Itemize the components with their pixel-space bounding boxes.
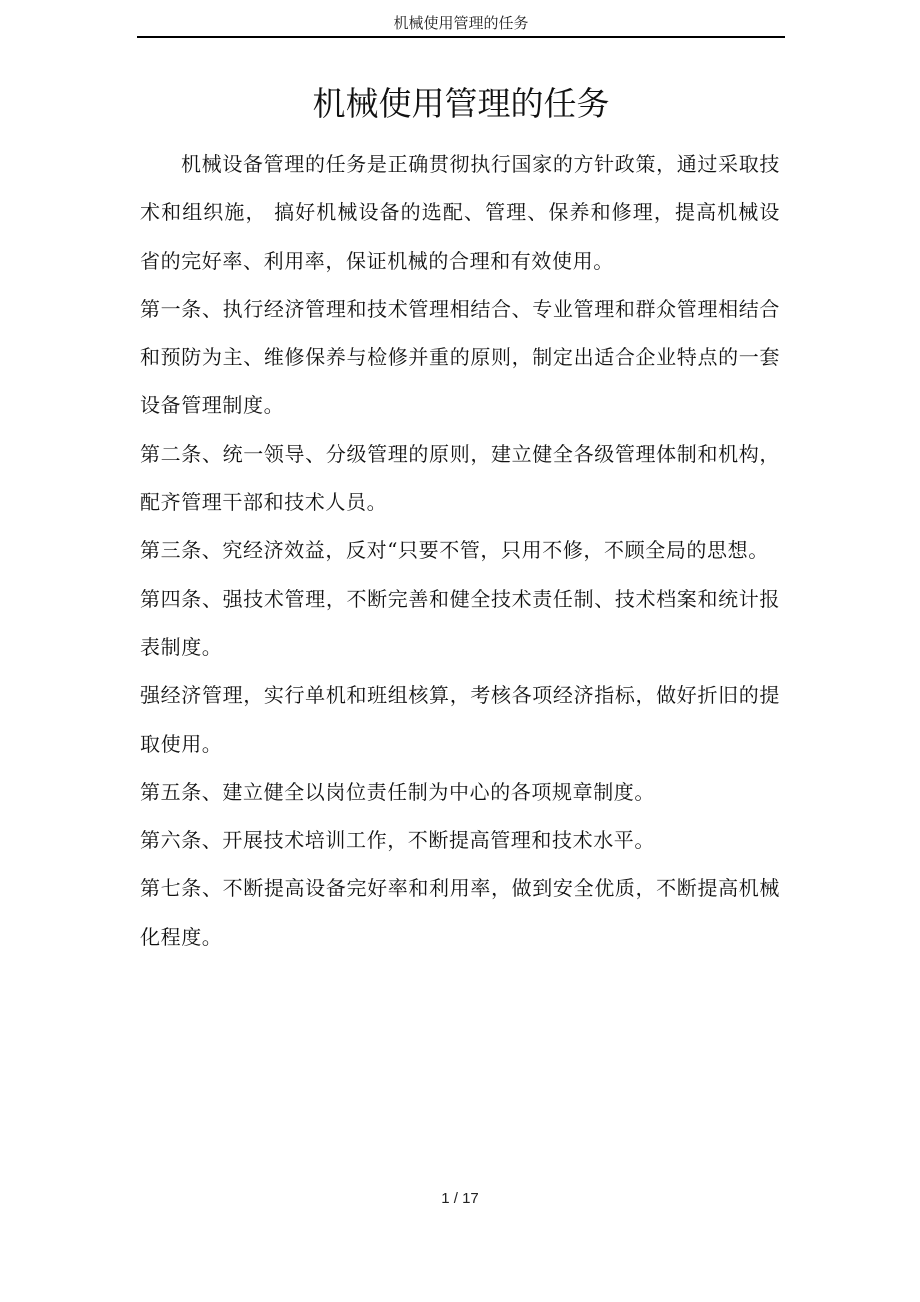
header-divider: [137, 36, 785, 38]
article-5-paragraph: 第五条、建立健全以岗位责任制为中心的各项规章制度。: [140, 779, 655, 804]
running-header: 机械使用管理的任务: [393, 14, 529, 32]
article-4-paragraph: 第四条、强技术管理，不断完善和健全技术责任制、技术档案和统计报表制度。: [140, 586, 780, 659]
article-3-paragraph: 第三条、究经济效益，反对“只要不管，只用不修，不顾全局的思想。: [140, 538, 769, 563]
economic-management-paragraph: 强经济管理，实行单机和班组核算，考核各项经济指标，做好折旧的提取使用。: [140, 683, 780, 756]
article-1-paragraph: 第一条、执行经济管理和技术管理相结合、专业管理和群众管理相结合和预防为主、维修保养与检修并重的原则，制定出适合企业特点的一套设备管理制度。: [140, 296, 780, 418]
document-title: 机械使用管理的任务: [312, 84, 610, 123]
document-body: [140, 140, 780, 961]
article-6-paragraph: 第六条、开展技术培训工作，不断提高管理和技术水平。: [140, 828, 655, 853]
article-7-paragraph: 第七条、不断提高设备完好率和利用率，做到安全优质，不断提高机械化程度。: [140, 876, 780, 949]
page-number: 1 / 17: [441, 1190, 479, 1207]
article-2-paragraph: 第二条、统一领导、分级管理的原则，建立健全各级管理体制和机构，配齐管理干部和技术人员。: [140, 441, 780, 515]
intro-paragraph: 机械设备管理的任务是正确贯彻执行国家的方针政策，通过采取技术和组织施， 搞好机械设备的选配、管理、保养和修理，提高机械设省的完好率、利用率，保证机械的合理和有效使用。: [140, 152, 780, 273]
